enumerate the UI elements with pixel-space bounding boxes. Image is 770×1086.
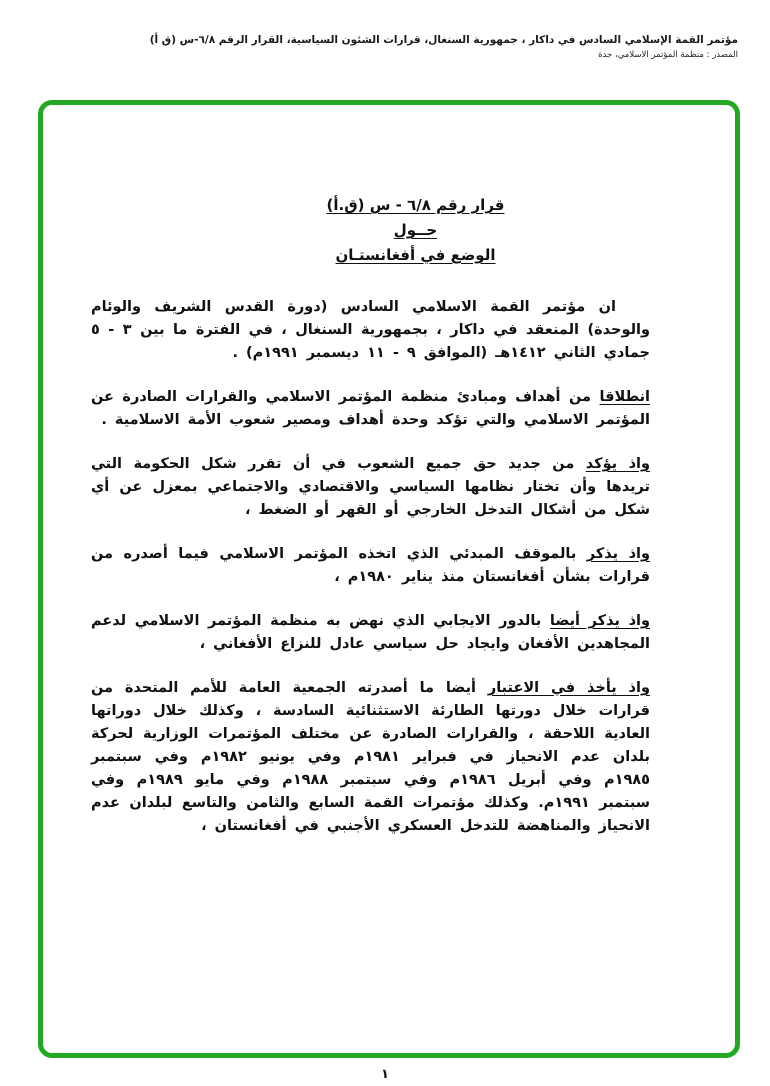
paragraph-lead: واذ يأخذ في الاعتبار bbox=[487, 680, 650, 696]
paragraph-text: من جديد حق جميع الشعوب في أن تقرر شكل الحكومة التي تريدها وأن تختار نظامها السياسي والاقتصادي والاجتماعي بمعزل عن أي شكل من أشكال التدخل الخارجي أو القهر أو الضغط ، bbox=[91, 456, 650, 518]
paragraph-lead: انطلاقا bbox=[599, 389, 650, 405]
paragraph-reaffirming bbox=[91, 453, 650, 522]
paragraph-recalling bbox=[91, 543, 650, 589]
title-line-subject: الوضع في أفغانستـان bbox=[335, 246, 496, 264]
document-frame bbox=[38, 100, 740, 1058]
paragraph-text: من أهداف ومبادئ منظمة المؤتمر الاسلامي والقرارات الصادرة عن المؤتمر الاسلامي والتي تؤكد وحدة أهداف ومصير شعوب الأمة الاسلامية . bbox=[91, 389, 650, 428]
paragraph-text: أيضا ما أصدرته الجمعية العامة للأمم المتحدة من قرارات خلال دورتها الطارئة الاستثنائية السادسة ، وكذلك خلال دوراتها العادية اللاحقة ، والقرارات الصادرة عن مختلف المؤتمرات الوزارية لحركة بلدان عدم الانحياز في فبراير ١٩٨١م وفي يونيو ١٩٨٢م وفي سبتمبر ١٩٨٥م وفي أبريل ١٩٨٦م وفي سبتمبر ١٩٨٨م وفي مايو ١٩٨٩م وفي سبتمبر ١٩٩١م. وكذلك مؤتمرات القمة السابع والثامن والتاسع لبلدان عدم الانحياز والمناهضة للتدخل العسكري الأجنبي في أفغانستان ، bbox=[91, 680, 650, 834]
paragraph-text: بالدور الايجابي الذي نهض به منظمة المؤتمر الاسلامي لدعم المجاهدين الأفغان وايجاد حل سياسي عادل للنزاع الأفغاني ، bbox=[91, 613, 650, 652]
page-number: ١ bbox=[381, 1067, 389, 1082]
paragraph-preamble bbox=[91, 296, 650, 365]
paragraph-proceeding bbox=[91, 386, 650, 432]
paragraph-text: بالموقف المبدئي الذي اتخذه المؤتمر الاسلامي فيما أصدره من قرارات بشأن أفغانستان منذ يناير ١٩٨٠م ، bbox=[91, 546, 650, 585]
paragraph-text: ان مؤتمر القمة الاسلامي السادس (دورة القدس الشريف والوئام والوحدة) المنعقد في داكار ، بجمهورية السنغال ، في الفترة ما بين ٣ - ٥ جمادي الثاني ١٤١٢هـ (الموافق ٩ - ١١ ديسمبر ١٩٩١م) . bbox=[91, 299, 650, 361]
document-body bbox=[91, 193, 650, 859]
document-title bbox=[181, 193, 650, 268]
header-citation: مؤتمر القمة الإسلامي السادس في داكار ، جمهورية السنغال، قرارات الشئون السياسية، القرار الرقم ٦/٨-س (ق أ) bbox=[149, 34, 738, 46]
header-source: المصدر : منظمة المؤتمر الاسلامي، جدة bbox=[598, 50, 738, 60]
paragraph-lead: واذ يذكر bbox=[586, 546, 650, 562]
title-line-about: حــول bbox=[393, 221, 438, 239]
document-source-header bbox=[32, 34, 738, 60]
paragraph-taking-into-account bbox=[91, 677, 650, 838]
paragraph-lead: واذ يذكر أيضا bbox=[549, 613, 650, 629]
paragraph-lead: واذ يؤكد bbox=[585, 456, 650, 472]
paragraph-recalling-also bbox=[91, 610, 650, 656]
title-line-resolution-number: قرار رقم ٦/٨ - س (ق.أ) bbox=[326, 196, 505, 214]
